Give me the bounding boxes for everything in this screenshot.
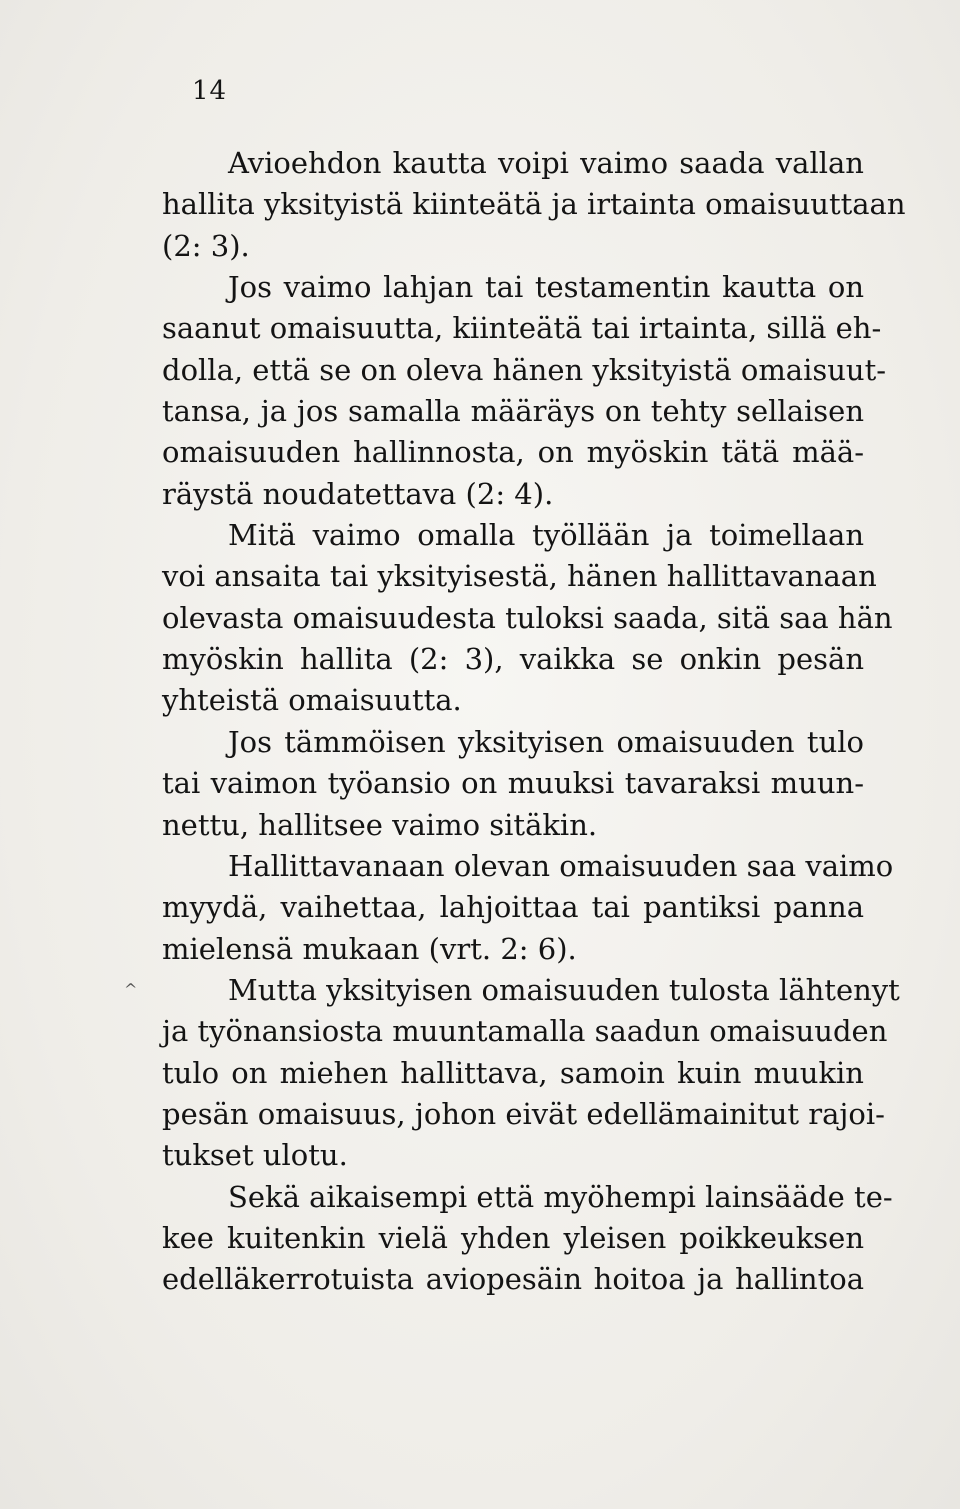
text-line: mielensä mukaan (vrt. 2: 6). [162, 931, 577, 966]
text-line: pesän omaisuus, johon eivät edellämainitut rajoi- [162, 1096, 885, 1131]
text-line: Mitä vaimo omalla työllään ja toimellaan [228, 518, 864, 553]
body-text [162, 143, 906, 1301]
text-line: tansa, ja jos samalla määräys on tehty sellaisen [162, 394, 864, 429]
text-line: Avioehdon kautta voipi vaimo saada vallan [228, 146, 864, 180]
text-line: Sekä aikaisempi että myöhempi lainsääde te- [228, 1179, 893, 1214]
text-line: yhteistä omaisuutta. [162, 683, 462, 718]
text-line: voi ansaita tai yksityisestä, hänen hallittavanaan [162, 559, 877, 594]
text-line: olevasta omaisuudesta tuloksi saada, sitä saa hän [162, 600, 893, 635]
text-line: edelläkerrotuista aviopesäin hoitoa ja hallintoa [162, 1262, 864, 1297]
text-line: tukset ulotu. [162, 1138, 348, 1173]
text-line: räystä noudatettava (2: 4). [162, 476, 554, 511]
text-line: nettu, hallitsee vaimo sitäkin. [162, 807, 598, 842]
text-line: tai vaimon työansio on muuksi tavaraksi muun- [162, 766, 864, 801]
text-line: hallita yksityistä kiinteätä ja irtainta omaisuuttaan [162, 187, 906, 222]
text-line: Jos tämmöisen yksityisen omaisuuden tulo [228, 724, 864, 759]
text-line: saanut omaisuutta, kiinteätä tai irtainta, sillä eh- [162, 311, 882, 346]
text-line: (2: 3). [162, 228, 250, 263]
text-line: kee kuitenkin vielä yhden yleisen poikkeuksen [162, 1220, 864, 1255]
text-line: myöskin hallita (2: 3), vaikka se onkin pesän [162, 642, 864, 677]
text-line: Mutta yksityisen omaisuuden tulosta lähtenyt [228, 972, 900, 1007]
text-line: ja työnansiosta muuntamalla saadun omaisuuden [162, 1014, 888, 1049]
text-line: tulo on miehen hallittava, samoin kuin muukin [162, 1055, 864, 1090]
text-line: Jos vaimo lahjan tai testamentin kautta on [228, 270, 864, 305]
text-line: myydä, vaihettaa, lahjoittaa tai pantiksi panna [162, 890, 864, 925]
page-number: 14 [192, 76, 228, 106]
margin-mark: ^ [124, 980, 138, 999]
text-line: dolla, että se on oleva hänen yksityistä omaisuut- [162, 352, 887, 387]
text-line: omaisuuden hallinnosta, on myöskin tätä mää- [162, 435, 864, 470]
text-line: Hallittavanaan olevan omaisuuden saa vaimo [228, 848, 894, 883]
